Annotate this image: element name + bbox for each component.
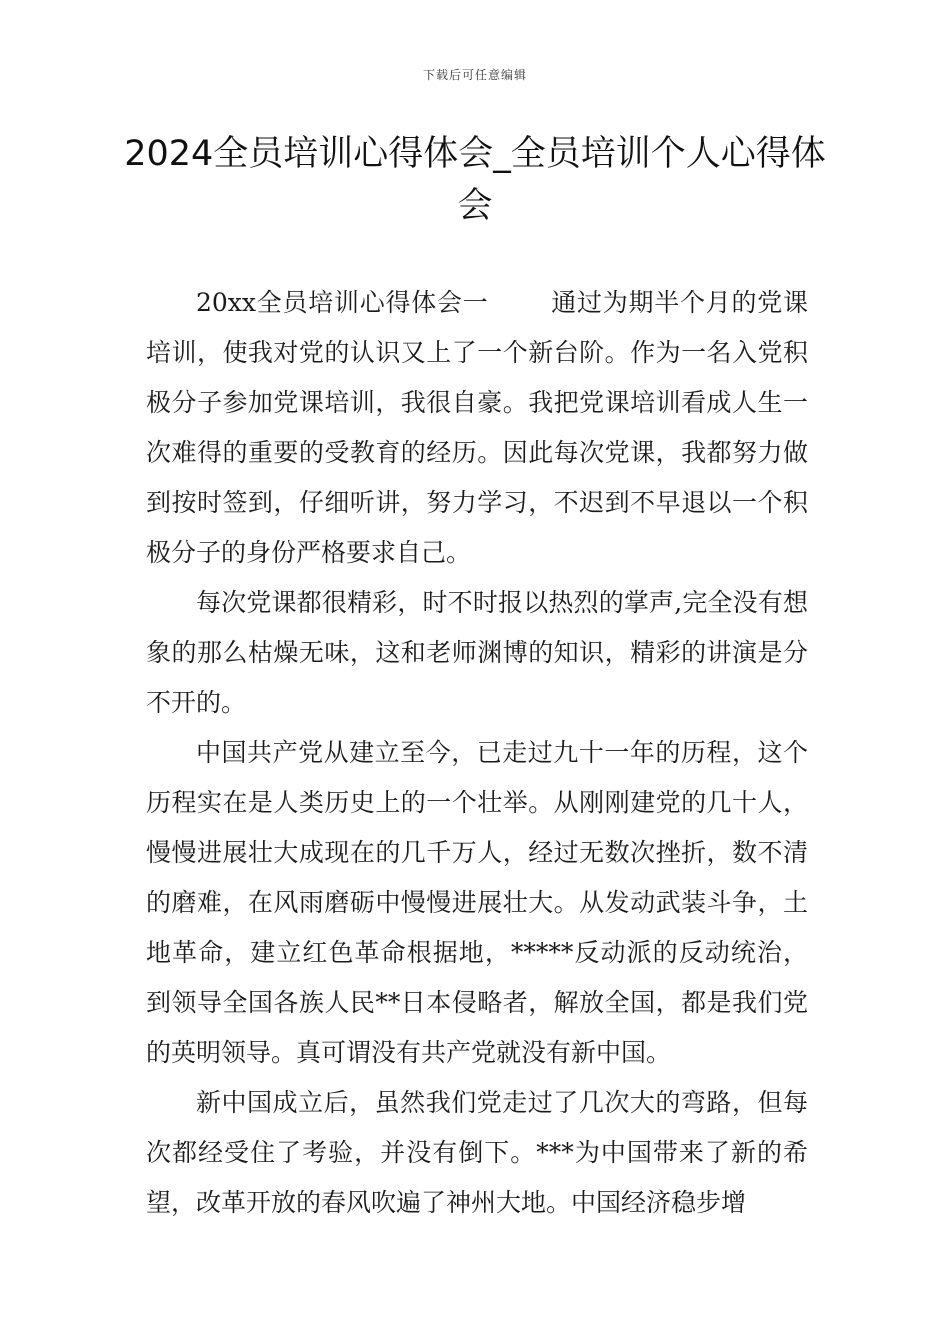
paragraph-1-lead: 20xx全员培训心得体会一 [196, 288, 489, 317]
paragraph-3: 中国共产党从建立至今，已走过九十一年的历程，这个历程实在是人类历史上的一个壮举。从刚刚建党的几十人，慢慢进展壮大成现在的几千万人，经过无数次挫折，数不清的磨难，在风雨磨砺中慢慢进展壮大。从发动武装斗争，土地革命，建立红色革命根据地，*****反动派的反动统治，到领导全国各族人民**日本侵略者，解放全国，都是我们党的英明领导。真可谓没有共产党就没有新中国。 [146, 738, 808, 1067]
document-title: 2024全员培训心得体会_全员培训个人心得体会 [124, 134, 826, 226]
paragraph-1 [146, 278, 808, 578]
paragraph-4: 新中国成立后，虽然我们党走过了几次大的弯路，但每次都经受住了考验，并没有倒下。***为中国带来了新的希望，改革开放的春风吹遍了神州大地。中国经济稳步增 [146, 1088, 808, 1217]
paragraph-1-text: 通过为期半个月的党课培训，使我对党的认识又上了一个新台阶。作为一名入党积极分子参加党课培训，我很自豪。我把党课培训看成人生一次难得的重要的受教育的经历。因此每次党课，我都努力做到按时签到，仔细听讲，努力学习，不迟到不早退以一个积极分子的身份严格要求自己。 [146, 288, 808, 567]
document-body [146, 278, 808, 1228]
paragraph-2: 每次党课都很精彩，时不时报以热烈的掌声,完全没有想象的那么枯燥无味，这和老师渊博的知识，精彩的讲演是分不开的。 [146, 588, 808, 717]
header-note: 下载后可任意编辑 [422, 68, 527, 82]
